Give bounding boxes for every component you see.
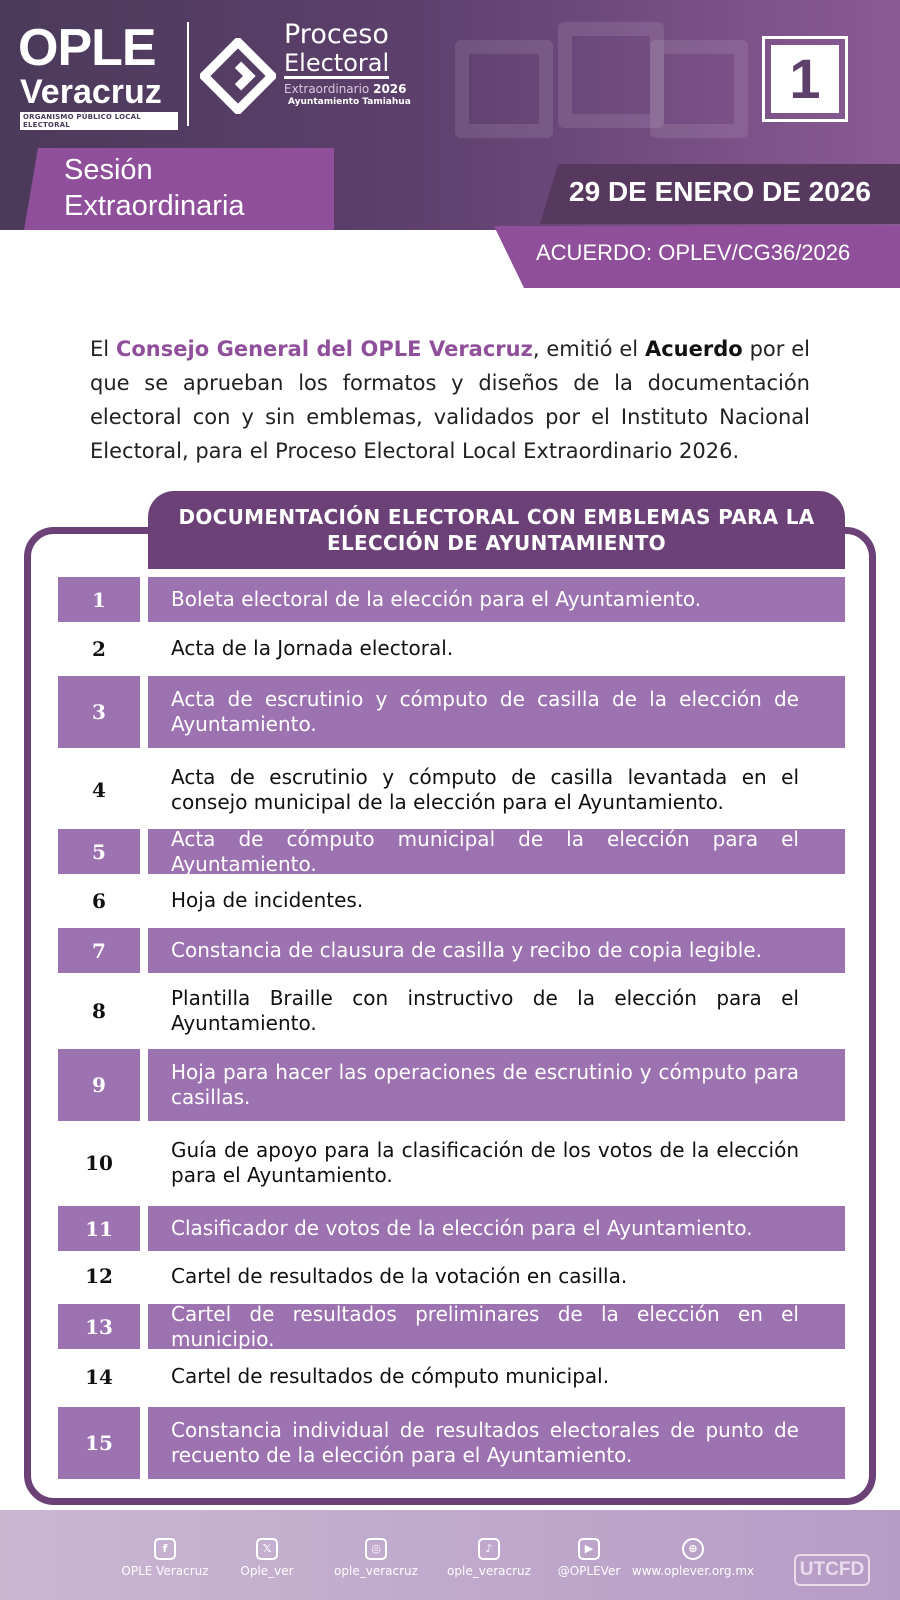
agreement-label: ACUERDO: OPLEV/CG36/2026 (536, 240, 851, 265)
table-row-text (148, 1206, 845, 1251)
process-title-line1: Proceso (284, 19, 389, 50)
table-row-number: 2 (58, 626, 140, 671)
social-label: ople_veracruz (334, 1564, 418, 1578)
table-row-number: 3 (58, 676, 140, 748)
table-row-text (148, 878, 845, 923)
table-row-number: 15 (58, 1407, 140, 1479)
intro-text: El (90, 337, 116, 361)
intro-paragraph (90, 332, 810, 468)
row-text: Hoja de incidentes. (171, 888, 364, 912)
session-label-line2: Extraordinaria (64, 190, 245, 222)
social-label: www.oplever.org.mx (631, 1564, 755, 1578)
ople-logo-word: OPLE (18, 19, 156, 77)
session-label-line1: Sesión (64, 154, 153, 186)
intro-text: , emitió el (532, 337, 645, 361)
row-text: Cartel de resultados de cómputo municipal. (171, 1364, 610, 1388)
table-row-text (148, 928, 845, 973)
table-row-text (148, 979, 845, 1042)
table-row-number: 13 (58, 1304, 140, 1349)
row-text: Cartel de resultados preliminares de la elección en el municipio. (171, 1301, 799, 1351)
social-label: Ople_ver (240, 1564, 294, 1578)
table-row-text (148, 1355, 845, 1398)
intro-highlight: Consejo General del OPLE Veracruz (115, 337, 533, 361)
number-badge (762, 36, 848, 122)
social-label: ople_veracruz (447, 1564, 531, 1578)
tiktok-icon: ♪ (478, 1538, 500, 1560)
process-title-line2: Electoral (284, 49, 390, 77)
process-title-line3 (284, 82, 407, 96)
table-row-number: 14 (58, 1355, 140, 1398)
row-text: Constancia de clausura de casilla y recibo de copia legible. (171, 938, 762, 962)
table-row-text (148, 1301, 845, 1351)
table-row-number: 1 (58, 577, 140, 622)
session-label (64, 152, 245, 224)
social-label: OPLE Veracruz (121, 1564, 209, 1578)
ople-logo (18, 16, 178, 129)
table-title: DOCUMENTACIÓN ELECTORAL CON EMBLEMAS PARA LA ELECCIÓN DE AYUNTAMIENTO (148, 491, 845, 569)
number-badge-value: 1 (771, 45, 839, 113)
table-row-text (148, 1407, 845, 1479)
table-row-text (148, 1256, 845, 1296)
table-row-number: 10 (58, 1131, 140, 1194)
table-row-number: 4 (58, 758, 140, 821)
process-year: 2026 (373, 82, 407, 96)
table-row-text (148, 1049, 845, 1121)
table-row-number: 5 (58, 829, 140, 874)
row-text: Boleta electoral de la elección para el Ayuntamiento. (171, 587, 702, 611)
decorative-square (455, 40, 553, 138)
youtube-icon: ▶ (578, 1538, 600, 1560)
social-label: @OPLEVer (557, 1564, 621, 1578)
table-row-text (148, 676, 845, 748)
process-logo-icon (200, 38, 276, 114)
row-text: Acta de escrutinio y cómputo de casilla levantada en el consejo municipal de la elección para el Ayuntamiento. (171, 764, 799, 814)
ople-logo-state: Veracruz (20, 73, 162, 111)
row-text: Cartel de resultados de la votación en casilla. (171, 1263, 628, 1288)
social-instagram[interactable] (311, 1538, 441, 1578)
table-row-text (148, 1131, 845, 1194)
table-row-number: 9 (58, 1049, 140, 1121)
table-row-number: 7 (58, 928, 140, 973)
process-extraordinario: Extraordinario (284, 82, 370, 96)
table-row-text (148, 826, 845, 876)
table-row-text (148, 577, 845, 622)
process-title-line4: Ayuntamiento Tamiahua (288, 97, 411, 107)
facebook-icon: f (154, 1538, 176, 1560)
web-icon: ⊕ (682, 1538, 704, 1560)
utcfd-badge: UTCFD (794, 1554, 870, 1586)
row-text: Constancia individual de resultados electorales de punto de recuento de la elección para el Ayuntamiento. (171, 1418, 799, 1467)
table-row-number: 11 (58, 1206, 140, 1251)
intro-text: por el que se aprueban los formatos y diseños de la documentación electoral con y sin emblemas, validados por el Instituto Nacional Electoral, para el Proceso Electoral Local Extraordinario 2026. (90, 337, 810, 463)
x-icon: 𝕏 (256, 1538, 278, 1560)
decorative-square (558, 22, 664, 128)
table-row-text (148, 626, 845, 671)
row-text: Guía de apoyo para la clasificación de los votos de la elección para el Ayuntamiento. (171, 1137, 799, 1187)
table-row-number: 8 (58, 979, 140, 1042)
header-divider (187, 22, 189, 126)
date-label: 29 DE ENERO DE 2026 (569, 176, 871, 207)
row-text: Acta de escrutinio y cómputo de casilla de la elección de Ayuntamiento. (171, 687, 799, 736)
table-row-number: 12 (58, 1256, 140, 1296)
social-website[interactable] (628, 1538, 758, 1578)
instagram-icon: ◎ (365, 1538, 387, 1560)
row-text: Hoja para hacer las operaciones de escrutinio y cómputo para casillas. (171, 1060, 799, 1109)
row-text: Acta de la Jornada electoral. (171, 636, 454, 660)
ople-logo-subtitle: ORGANISMO PÚBLICO LOCAL ELECTORAL (20, 112, 178, 130)
row-text: Clasificador de votos de la elección para el Ayuntamiento. (171, 1216, 753, 1240)
decorative-square (650, 40, 748, 138)
table-row-number: 6 (58, 878, 140, 923)
table-row-text (148, 758, 845, 821)
intro-bold: Acuerdo (644, 337, 743, 361)
row-text: Plantilla Braille con instructivo de la elección para el Ayuntamiento. (171, 985, 799, 1035)
row-text: Acta de cómputo municipal de la elección para el Ayuntamiento. (171, 826, 799, 876)
